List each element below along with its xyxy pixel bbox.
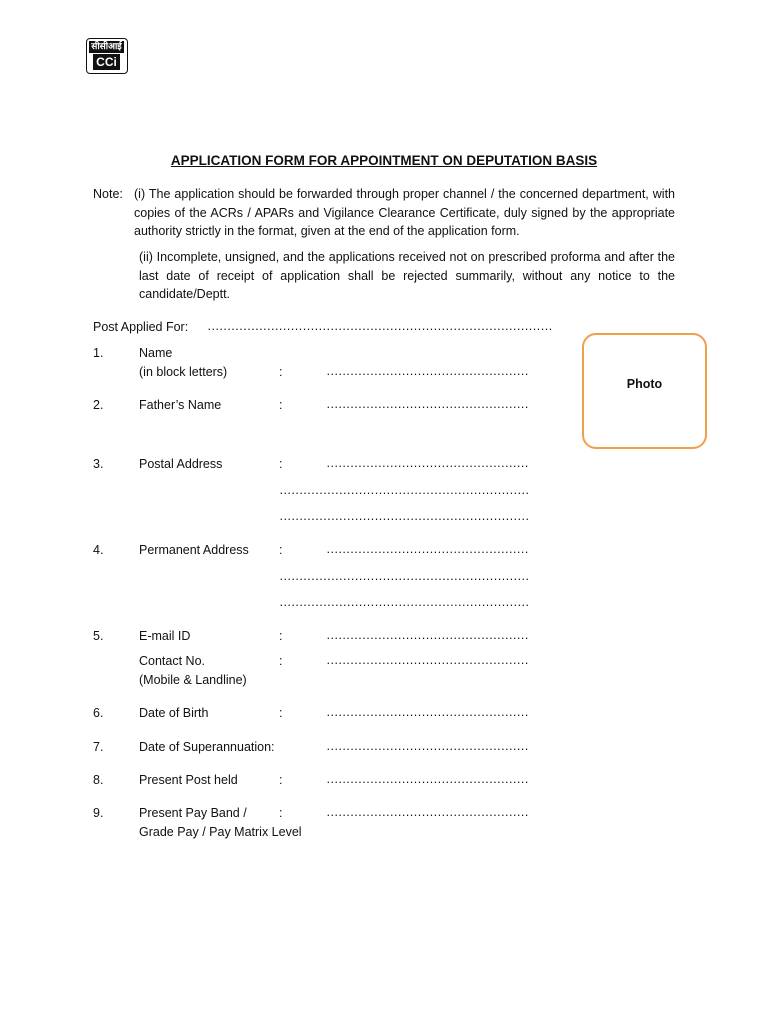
note-paragraph-1: (i) The application should be forwarded through proper channel / the concerned department, with copies of the ACRs / APARs and Vigilance Clearance Certificate, duly signed by the appropriate authority strictly in the format, given at the end of the application form.: [134, 187, 675, 239]
item-number: 2.: [93, 398, 104, 412]
field-label-fathers-name: Father’s Name: [139, 398, 222, 412]
field-label-email: E-mail ID: [139, 629, 191, 643]
field-label-contact-no: Contact No.: [139, 654, 206, 668]
item-number: 6.: [93, 706, 104, 720]
dotline-permanent-address-1: ……………………………………………: [326, 542, 529, 556]
item-number: 3.: [93, 457, 104, 471]
logo-hindi-text: सीसीआई: [89, 41, 124, 53]
dotline-permanent-address-2: ………………………………………………………: [279, 569, 529, 583]
photo-box: [582, 333, 707, 449]
post-applied-label: Post Applied For:: [93, 320, 189, 334]
photo-label: Photo: [626, 377, 663, 391]
item-number: 1.: [93, 346, 104, 360]
dotline-name: ……………………………………………: [326, 364, 529, 378]
dotline-contact-no: ……………………………………………: [326, 653, 529, 667]
colon: :: [279, 773, 283, 787]
logo-english-text: CCi: [93, 54, 120, 70]
note-paragraph-2: (ii) Incomplete, unsigned, and the applications received not on prescribed proforma and after the last date of receipt of application shall be rejected summarily, without any notice to the candidate/Deptt.: [139, 250, 675, 302]
field-label-date-of-superannuation: Date of Superannuation:: [139, 740, 275, 754]
field-label-postal-address: Postal Address: [139, 457, 223, 471]
colon: :: [279, 654, 283, 668]
field-sublabel-mobile-landline: (Mobile & Landline): [139, 673, 247, 687]
dotline-date-of-superannuation: ……………………………………………: [326, 739, 529, 753]
field-label-name: Name: [139, 346, 173, 360]
field-sublabel-block-letters: (in block letters): [139, 365, 228, 379]
post-applied-dotline: ……………………………………………………………………………: [207, 319, 553, 333]
form-title: APPLICATION FORM FOR APPOINTMENT ON DEPUTATION BASIS: [170, 153, 598, 168]
colon: :: [279, 365, 283, 379]
item-number: 7.: [93, 740, 104, 754]
dotline-postal-address-3: ………………………………………………………: [279, 509, 529, 523]
dotline-fathers-name: ……………………………………………: [326, 397, 529, 411]
item-number: 4.: [93, 543, 104, 557]
field-label-pay-band: Present Pay Band /: [139, 806, 247, 820]
cci-logo: [86, 38, 128, 74]
item-number: 5.: [93, 629, 104, 643]
colon: :: [279, 543, 283, 557]
colon: :: [279, 629, 283, 643]
colon: :: [279, 706, 283, 720]
dotline-postal-address-2: ………………………………………………………: [279, 483, 529, 497]
dotline-postal-address-1: ……………………………………………: [326, 456, 529, 470]
dotline-present-post: ……………………………………………: [326, 772, 529, 786]
dotline-date-of-birth: ……………………………………………: [326, 705, 529, 719]
item-number: 8.: [93, 773, 104, 787]
dotline-permanent-address-3: ………………………………………………………: [279, 595, 529, 609]
dotline-pay-band: ……………………………………………: [326, 805, 529, 819]
dotline-email: ……………………………………………: [326, 628, 529, 642]
colon: :: [279, 806, 283, 820]
field-label-date-of-birth: Date of Birth: [139, 706, 209, 720]
note-label: Note:: [93, 187, 123, 201]
colon: :: [279, 457, 283, 471]
field-label-permanent-address: Permanent Address: [139, 543, 249, 557]
field-sublabel-pay-matrix: Grade Pay / Pay Matrix Level: [139, 825, 302, 839]
field-label-present-post: Present Post held: [139, 773, 238, 787]
item-number: 9.: [93, 806, 104, 820]
colon: :: [279, 398, 283, 412]
